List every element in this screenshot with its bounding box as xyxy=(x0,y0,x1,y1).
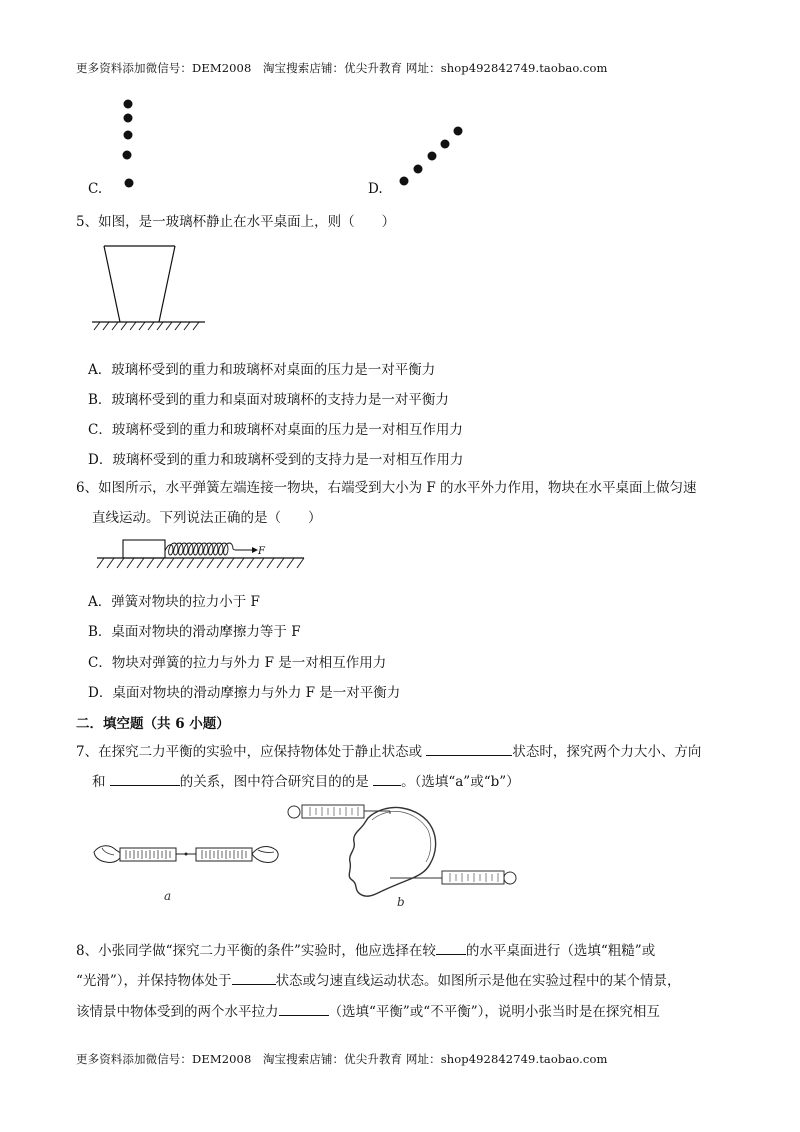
q6-option-d: D．桌面对物块的滑动摩擦力与外力 F 是一对平衡力 xyxy=(88,685,401,701)
q5-option-b: B．玻璃杯受到的重力和桌面对玻璃杯的支持力是一对平衡力 xyxy=(88,392,449,408)
q8-line1 xyxy=(76,940,655,961)
q7-figure-b xyxy=(280,800,530,912)
q4-option-c-figure xyxy=(110,95,150,195)
q6-option-b: B．桌面对物块的滑动摩擦力等于 F xyxy=(88,624,301,640)
q5-option-c: C．玻璃杯受到的重力和玻璃杯对桌面的压力是一对相互作用力 xyxy=(88,422,463,438)
q6-stem-line1: 6、如图所示，水平弹簧左端连接一物块，右端受到大小为 F 的水平外力作用，物块在水平桌面上做匀速 xyxy=(76,480,697,496)
q7-line1 xyxy=(76,741,701,762)
q8-blank-3[interactable] xyxy=(279,1001,329,1016)
q8-line1-text-b: 的水平桌面进行（选填“粗糙”或 xyxy=(465,943,656,959)
page-header: 更多资料添加微信号：DEM2008 淘宝搜索店铺：优尖升教育 网址：shop492842749.taobao.com xyxy=(76,61,608,75)
q8-line1-text-a: 8、小张同学做“探究二力平衡的条件”实验时，他应选择在较 xyxy=(76,943,436,959)
q5-glass-figure xyxy=(92,242,207,334)
q8-blank-1[interactable] xyxy=(436,940,466,955)
q6-option-c: C．物块对弹簧的拉力与外力 F 是一对相互作用力 xyxy=(88,655,387,671)
q7-figure-a xyxy=(92,838,282,908)
q7-blank-2[interactable] xyxy=(110,771,180,786)
q6-spring-figure xyxy=(94,536,309,576)
q7-line2-text-c: 。（选填“a”或“b”） xyxy=(401,774,520,790)
section-title: 二．填空题（共 6 小题） xyxy=(76,716,230,732)
q6-option-a: A．弹簧对物块的拉力小于 F xyxy=(88,594,260,610)
q8-line2 xyxy=(76,970,681,991)
q5-stem: 5、如图，是一玻璃杯静止在水平桌面上，则（ ） xyxy=(76,214,396,230)
q8-line3 xyxy=(76,1001,660,1022)
q8-line3-text-a: 该情景中物体受到的两个水平拉力 xyxy=(76,1004,279,1020)
q7-line2-text-a: 和 xyxy=(92,774,110,790)
q4-option-c-label: C. xyxy=(88,181,103,197)
q7-figure-a-label: a xyxy=(164,889,172,903)
q6-stem-line2: 直线运动。下列说法正确的是（ ） xyxy=(92,510,322,526)
q4-option-d-figure xyxy=(390,120,470,190)
page-footer: 更多资料添加微信号：DEM2008 淘宝搜索店铺：优尖升教育 网址：shop492842749.taobao.com xyxy=(76,1052,608,1066)
q7-line1-text-b: 状态时，探究两个力大小、方向 xyxy=(512,744,702,760)
q4-option-d-label: D. xyxy=(368,181,383,197)
q6-force-label: F xyxy=(258,546,265,557)
q5-option-a: A．玻璃杯受到的重力和玻璃杯对桌面的压力是一对平衡力 xyxy=(88,362,436,378)
q7-blank-1[interactable] xyxy=(426,741,512,756)
q8-line2-text-b: 状态或匀速直线运动状态。如图所示是他在实验过程中的某个情景， xyxy=(275,973,681,989)
q7-figure-b-label: b xyxy=(397,895,405,909)
q8-line2-text-a: “光滑”），并保持物体处于 xyxy=(76,973,232,989)
q5-option-d: D．玻璃杯受到的重力和玻璃杯受到的支持力是一对相互作用力 xyxy=(88,452,464,468)
q8-blank-2[interactable] xyxy=(232,970,276,985)
q8-line3-text-b: （选填“平衡”或“不平衡”），说明小张当时是在探究相互 xyxy=(328,1004,660,1020)
q7-line1-text-a: 7、在探究二力平衡的实验中，应保持物体处于静止状态或 xyxy=(76,744,427,760)
q7-blank-3[interactable] xyxy=(373,771,401,786)
q7-line2-text-b: 的关系，图中符合研究目的的是 xyxy=(179,774,374,790)
q7-line2 xyxy=(92,771,520,792)
